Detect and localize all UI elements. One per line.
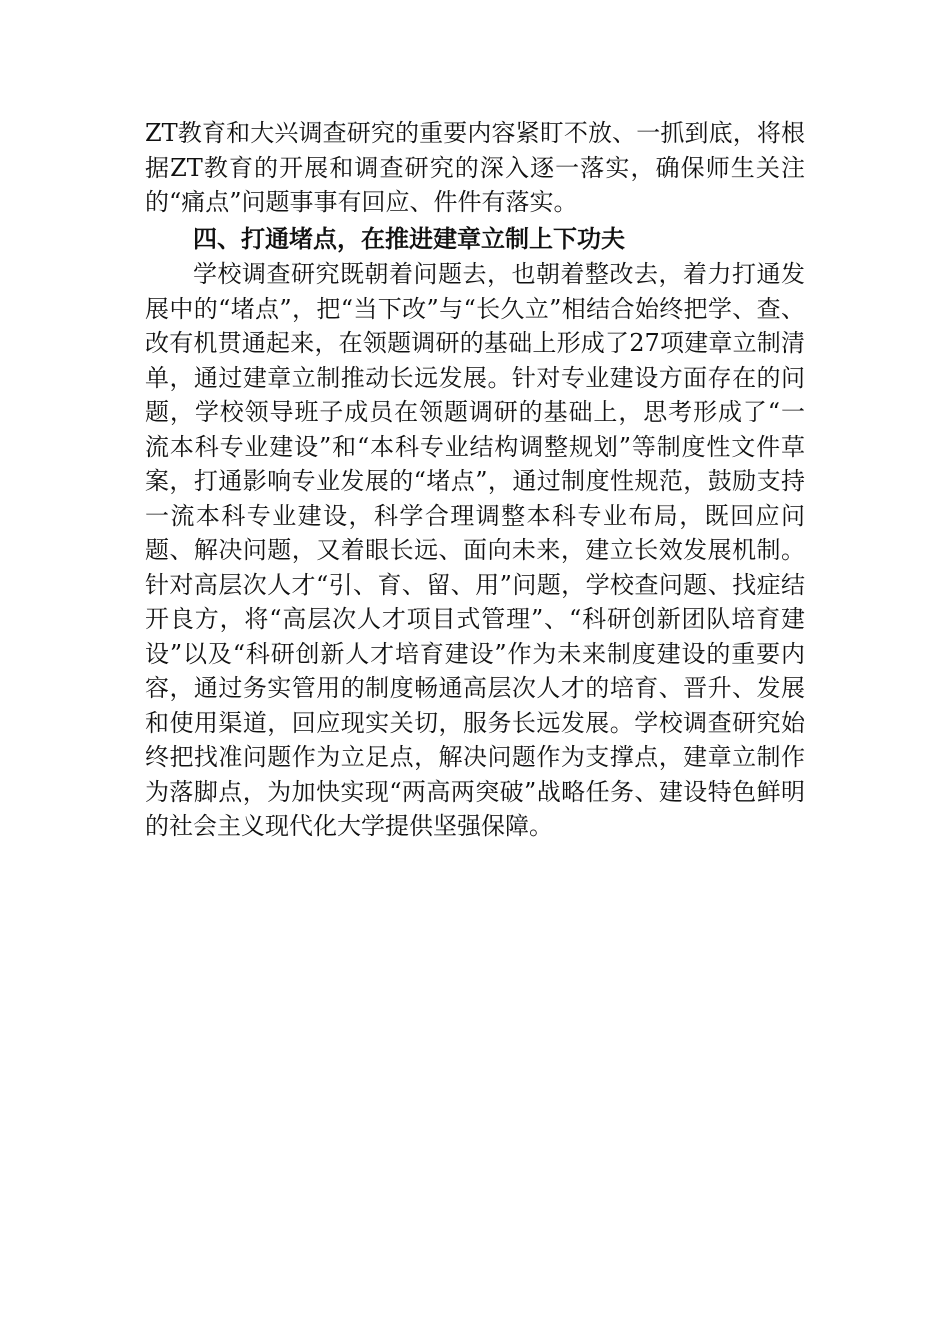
section-heading: 四、打通堵点，在推进建章立制上下功夫: [193, 225, 625, 253]
main-paragraph: 学校调查研究既朝着问题去，也朝着整改去，着力打通发展中的“堵点”，把“当下改”与“长久立”相结合始终把学、查、改有机贯通起来，在领题调研的基础上形成了27项建章立制清单，通过建章立制推动长远发展。针对专业建设方面存在的问题，学校领导班子成员在领题调研的基础上，思考形成了“一流本科专业建设”和“本科专业结构调整规划”等制度性文件草案，打通影响专业发展的“堵点”，通过制度性规范，鼓励支持一流本科专业建设，科学合理调整本科专业布局，既回应问题、解决问题，又着眼长远、面向未来，建立长效发展机制。针对高层次人才“引、育、留、用”问题，学校查问题、找症结开良方，将“高层次人才项目式管理”、“科研创新团队培育建设”以及“科研创新人才培育建设”作为未来制度建设的重要内容，通过务实管用的制度畅通高层次人才的培育、晋升、发展和使用渠道，回应现实关切，服务长远发展。学校调查研究始终把找准问题作为立足点，解决问题作为支撑点，建章立制作为落脚点，为加快实现“两高两突破”战略任务、建设特色鲜明的社会主义现代化大学提供坚强保障。: [145, 260, 805, 840]
continued-paragraph: ZT教育和大兴调查研究的重要内容紧盯不放、一抓到底，将根据ZT教育的开展和调查研究的深入逐一落实，确保师生关注的“痛点”问题事事有回应、件件有落实。: [145, 119, 805, 216]
